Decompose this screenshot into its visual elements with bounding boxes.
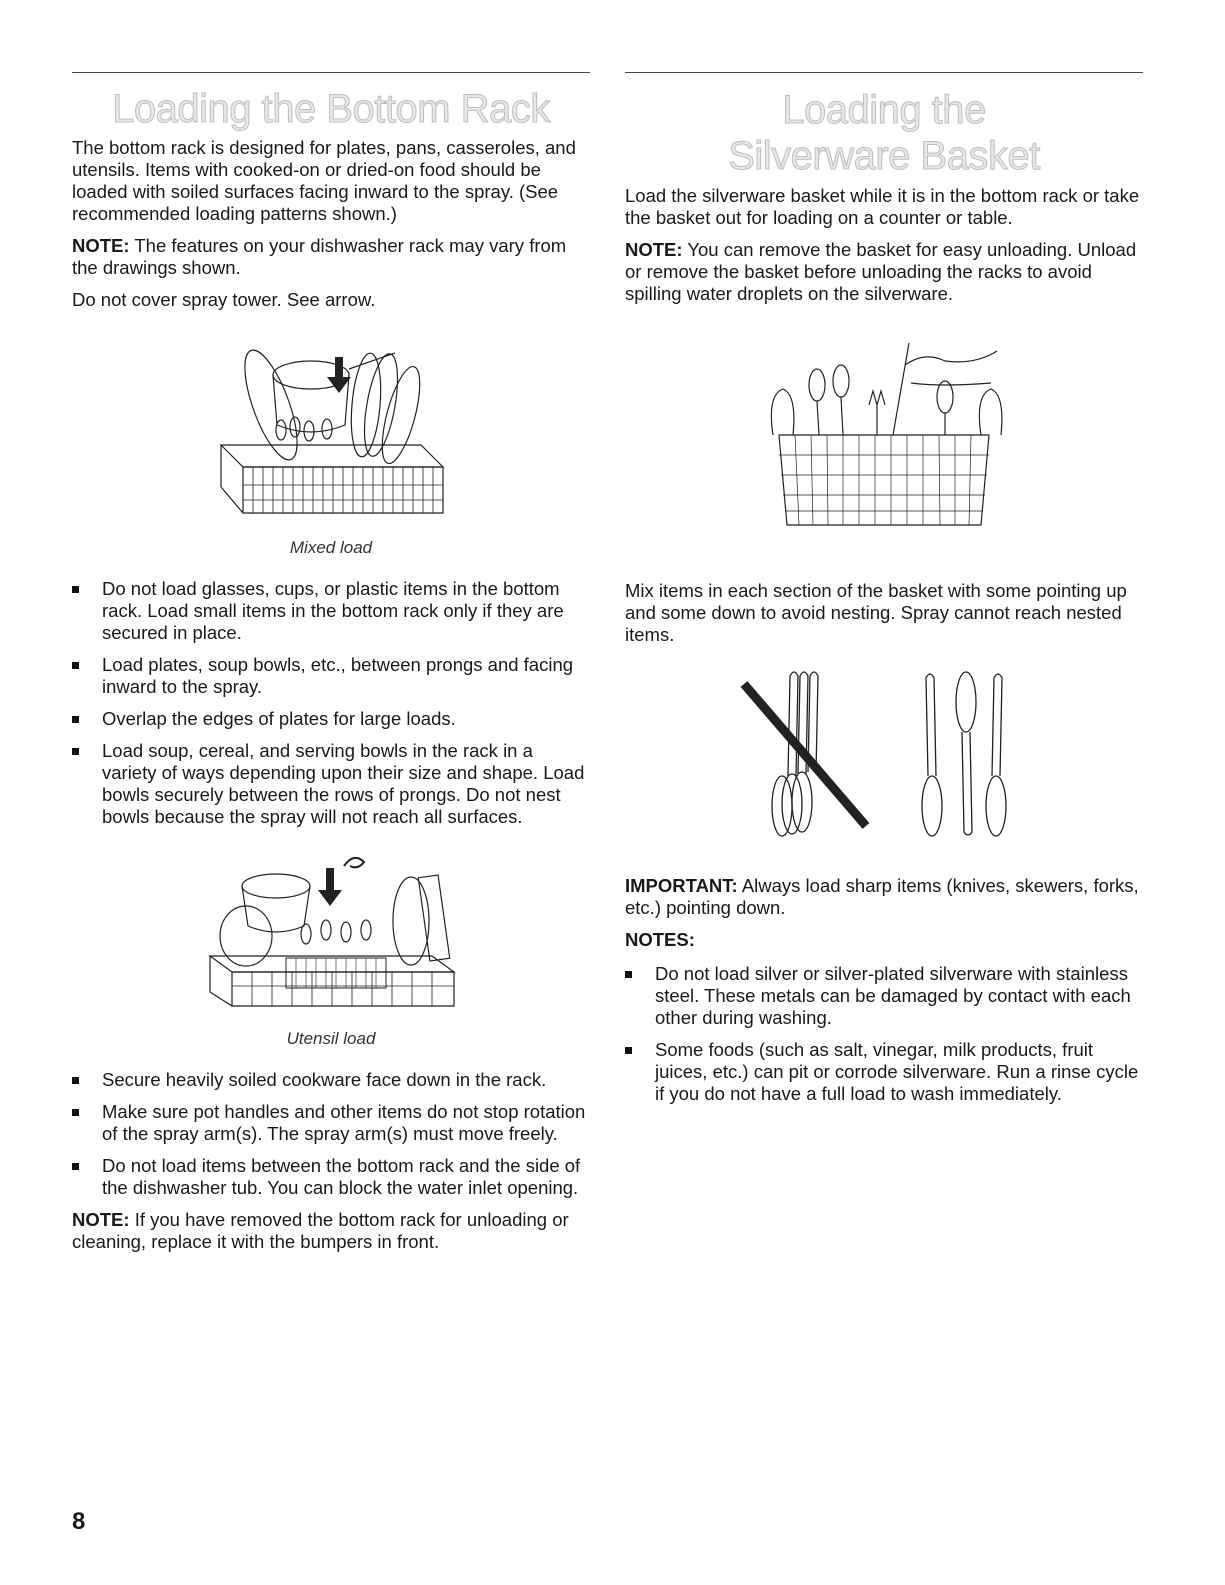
silverware-basket-illustration [759,335,1009,535]
note-label: NOTE: [625,239,683,260]
list-item: Load plates, soup bowls, etc., between prongs and facing inward to the spray. [72,654,590,698]
note-text: You can remove the basket for easy unloading. Unload or remove the basket before unloading the racks to avoid spilling water droplets on the silverware. [625,239,1137,304]
important-label: IMPORTANT: [625,875,738,896]
list-item: Do not load items between the bottom rack and the side of the dishwasher tub. You can block the water inlet opening. [72,1155,590,1199]
note-bumpers [72,1209,590,1253]
note-text: The features on your dishwasher rack may vary from the drawings shown. [72,235,567,278]
list-item: Some foods (such as salt, vinegar, milk products, fruit juices, etc.) can pit or corrode silverware. Run a rinse cycle if you do not have a full load to wash immediately. [625,1039,1143,1105]
note-remove-basket [625,239,1143,305]
note-features [72,235,590,279]
list-item: Overlap the edges of plates for large loads. [72,708,590,730]
nested-spoons-group [744,672,866,836]
list-item: Load soup, cereal, and serving bowls in the rack in a variety of ways depending upon their size and shape. Load bowls securely between the rows of prongs. Do not nest bowls because the spray will not reach all surfaces. [72,740,590,828]
separated-spoons-group [922,672,1006,836]
left-column [72,72,590,1263]
nesting-illustration [734,666,1034,846]
note-label: NOTE: [72,235,130,256]
right-column [625,72,1143,1115]
mixed-load-caption: Mixed load [289,538,373,557]
silverware-basket-figure [625,335,1143,540]
page-number: 8 [72,1508,86,1535]
list-item: Do not load glasses, cups, or plastic items in the bottom rack. Load small items in the bottom rack only if they are secured in place. [72,578,590,644]
utensil-load-figure [72,846,590,1049]
utensil-load-illustration [196,846,466,1016]
bottom-rack-bullets-2 [72,1069,590,1199]
list-item: Do not load silver or silver-plated silverware with stainless steel. These metals can be damaged by contact with each other during washing. [625,963,1143,1029]
list-item: Make sure pot handles and other items do not stop rotation of the spray arm(s). The spray arm(s) must move freely. [72,1101,590,1145]
spray-tower-instruction: Do not cover spray tower. See arrow. [72,289,376,310]
notes-heading: NOTES: [625,929,695,950]
note-label: NOTE: [72,1209,130,1230]
bottom-rack-bullets-1 [72,578,590,828]
section-title-silverware-basket [625,87,1143,179]
title-line-2: Silverware Basket [728,134,1040,178]
title-line-1: Loading the [782,88,986,132]
important-text: Always load sharp items (knives, skewers, forks, etc.) pointing down. [625,875,1139,918]
nesting-figure [625,666,1143,851]
important-sharp-items [625,875,1143,919]
silverware-notes-bullets [625,963,1143,1105]
silverware-intro: Load the silverware basket while it is in the bottom rack or take the basket out for loading on a counter or table. [625,185,1140,228]
top-rule-left [72,72,590,73]
section-title-bottom-rack: Loading the Bottom Rack [112,87,550,131]
note-text: If you have removed the bottom rack for unloading or cleaning, replace it with the bumpers in front. [72,1209,569,1252]
mixed-load-figure [72,335,590,558]
list-item: Secure heavily soiled cookware face down in the rack. [72,1069,590,1091]
mixed-load-illustration [211,335,451,525]
top-rule-right [625,72,1143,73]
mix-items-text: Mix items in each section of the basket with some pointing up and some down to avoid nesting. Spray cannot reach nested items. [625,580,1127,645]
utensil-load-caption: Utensil load [286,1029,376,1048]
bottom-rack-intro: The bottom rack is designed for plates, pans, casseroles, and utensils. Items with cooked-on or dried-on food should be loaded with soiled surfaces facing inward to the spray. (See recommended loading patterns shown.) [72,137,576,224]
